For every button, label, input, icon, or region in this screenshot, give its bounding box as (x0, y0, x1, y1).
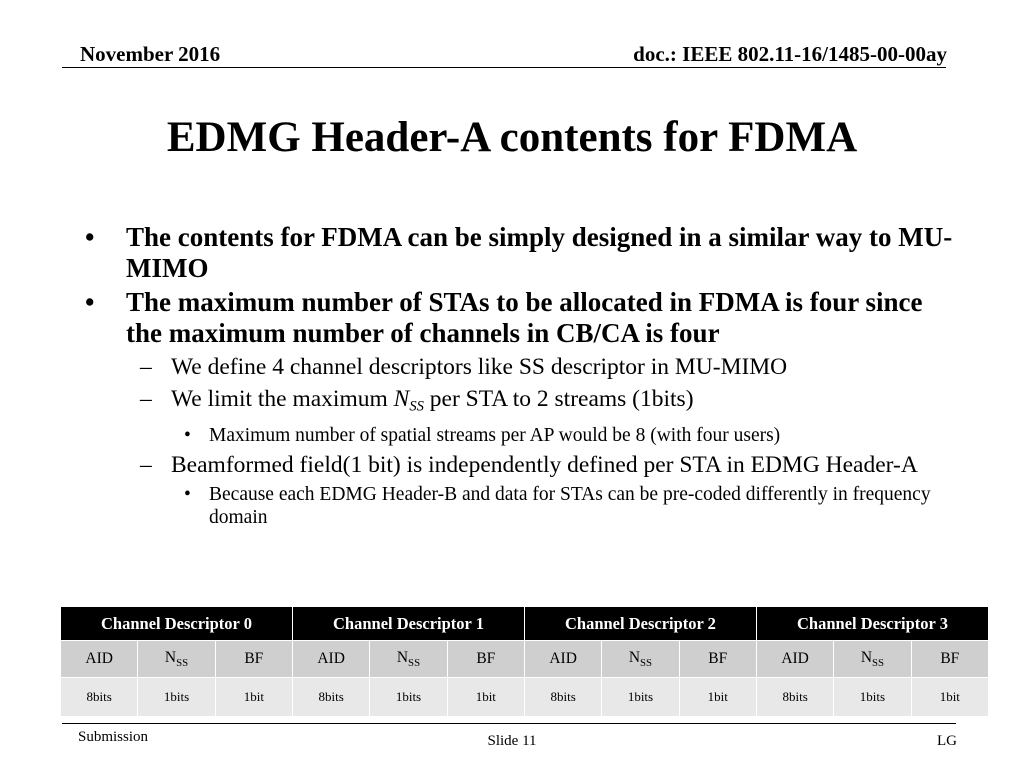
bullet-marker: • (85, 287, 95, 317)
descriptor-header-row (61, 607, 989, 641)
size-aid: 8bits (292, 678, 369, 717)
size-aid: 8bits (61, 678, 138, 717)
field-aid: AID (524, 641, 601, 678)
footer-rule (62, 723, 956, 724)
bullet-fdma-design (80, 222, 960, 284)
bullet-max-stas (80, 287, 960, 349)
descriptor-header-3: Channel Descriptor 3 (756, 607, 988, 641)
descriptor-header-2: Channel Descriptor 2 (524, 607, 756, 641)
sub-bullet-text-suffix: per STA to 2 streams (1bits) (429, 386, 694, 412)
slide-body (80, 222, 960, 529)
field-bf: BF (679, 641, 756, 678)
field-aid: AID (756, 641, 833, 678)
dash-marker: – (140, 386, 152, 412)
field-bf: BF (911, 641, 988, 678)
footer-submission: Submission (78, 729, 149, 745)
nss-symbol: $N_{SS}$ (393, 386, 424, 415)
footer-org: LG (937, 733, 957, 749)
size-nss: 1bits (834, 678, 911, 717)
header-date: November 2016 (80, 42, 221, 66)
size-bf: 1bit (215, 678, 292, 717)
sub-bullet-nss-limit (80, 386, 960, 420)
field-nss: $N_{SS}$ (370, 641, 447, 678)
footer-slide-number: Slide 11 (487, 733, 537, 749)
bullet-text: The contents for FDMA can be simply designed in a similar way to MU-MIMO (126, 222, 953, 283)
bullet-marker: • (85, 222, 95, 252)
bullet-marker: • (184, 425, 191, 447)
channel-descriptor-table (60, 606, 989, 717)
field-aid: AID (61, 641, 138, 678)
sub-bullet-text: Beamformed field(1 bit) is independently defined per STA in EDMG Header-A (171, 452, 918, 479)
size-nss: 1bits (138, 678, 215, 717)
size-nss: 1bits (370, 678, 447, 717)
dash-marker: – (140, 354, 152, 380)
size-aid: 8bits (524, 678, 601, 717)
bullet-marker: • (184, 484, 191, 506)
field-nss: $N_{SS}$ (138, 641, 215, 678)
field-bf: BF (215, 641, 292, 678)
bullet-text: The maximum number of STAs to be allocated in FDMA is four since the maximum number of channels in CB/CA is four (126, 287, 923, 348)
field-nss: $N_{SS}$ (602, 641, 679, 678)
header-doc-id: doc.: IEEE 802.11-16/1485-00-00ay (633, 42, 947, 66)
field-size-row (61, 678, 989, 717)
size-nss: 1bits (602, 678, 679, 717)
sub-bullet-text-prefix: We limit the maximum (171, 386, 388, 412)
sub-sub-bullet-precoded (80, 483, 960, 529)
size-aid: 8bits (756, 678, 833, 717)
sub-bullet-text: We define 4 channel descriptors like SS descriptor in MU-MIMO (171, 354, 788, 380)
sub-bullet-channel-descriptors (80, 354, 960, 381)
descriptor-header-0: Channel Descriptor 0 (61, 607, 293, 641)
field-aid: AID (292, 641, 369, 678)
size-bf: 1bit (679, 678, 756, 717)
slide-title: EDMG Header-A contents for FDMA (166, 114, 858, 161)
sub-sub-bullet-text: Because each EDMG Header-B and data for STAs can be pre-coded differently in frequency domain (209, 484, 931, 529)
sub-sub-bullet-text: Maximum number of spatial streams per AP would be 8 (with four users) (209, 425, 781, 447)
sub-bullet-beamformed (80, 452, 960, 479)
size-bf: 1bit (447, 678, 524, 717)
field-nss: $N_{SS}$ (834, 641, 911, 678)
dash-marker: – (140, 452, 152, 479)
field-name-row (61, 641, 989, 678)
field-bf: BF (447, 641, 524, 678)
size-bf: 1bit (911, 678, 988, 717)
header-rule (62, 67, 946, 68)
descriptor-header-1: Channel Descriptor 1 (292, 607, 524, 641)
sub-sub-bullet-max-streams (80, 424, 960, 447)
